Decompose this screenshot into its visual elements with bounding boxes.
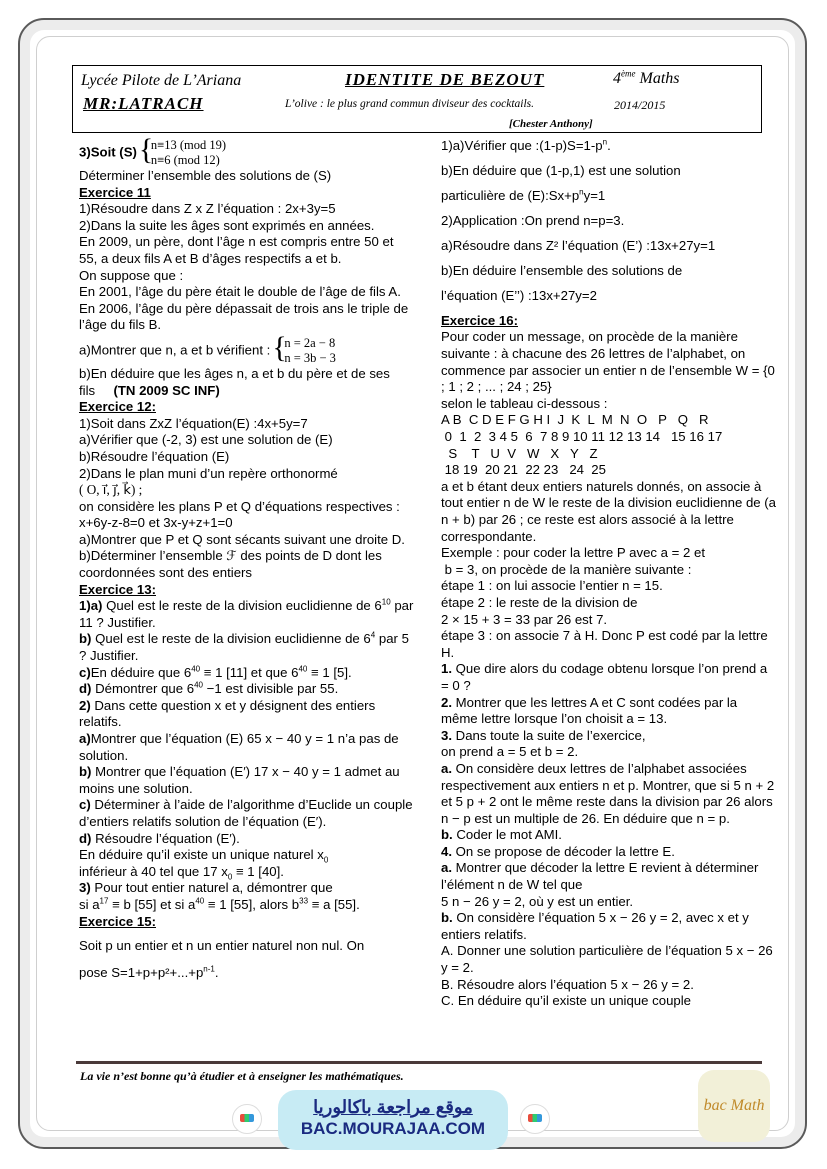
teacher-name: MR:LATRACH <box>83 94 204 113</box>
ex12-line: 1)Soit dans ZxZ l’équation(E) :4x+5y=7 <box>79 415 308 431</box>
ex16-qB: B. Résoudre alors l’équation 5 x − 26 y = 2. <box>441 976 694 992</box>
site-logo-icon <box>520 1104 550 1134</box>
ex16-line: étape 2 : le reste de la division de <box>441 594 638 610</box>
footer-divider <box>76 1061 762 1064</box>
ex12-line: b)Déterminer l’ensemble ℱ des points de D dont les coordonnées sont des entiers <box>79 548 382 581</box>
ex11-line: On suppose que : <box>79 267 184 283</box>
exercise-11-title: Exercice 11 <box>79 184 151 200</box>
ex16-q4a-line2: 5 n − 26 y = 2, où y est un entier. <box>441 893 634 909</box>
quote-author: [Chester Anthony] <box>509 118 593 130</box>
ex13-1d: d) Démontrer que $6^{40} -1$ est divisible par 55. <box>79 680 339 697</box>
ex16-line: étape 1 : on lui associe l’entier n = 15. <box>441 578 663 594</box>
ex16-q3a: a. On considère deux lettres de l’alphabet associées respectivement aux entiers n et p. Montrer, que si 5 n + 2 et 5 p + 2 ont le même reste dans la division par 26 alors n − p est un multiple de 26. En déduire que n = p. <box>441 760 775 826</box>
ex15-line2: pose $S=1+p+p^2+...+p^{n-1}$. <box>79 964 219 980</box>
ex10-q3: 3)Soit (S) { n≡13 (mod 19) n≡6 (mod 12) <box>79 138 415 168</box>
alphabet-numbers-row: 18 19 20 21 22 23 24 25 <box>441 462 606 478</box>
ex13-2: 2) Dans cette question x et y désignent des entiers relatifs. <box>79 697 376 730</box>
footer-motto: La vie n’est bonne qu’à étudier et à enseigner les mathématiques. <box>80 1069 404 1083</box>
exercise-16-title: Exercice 16: <box>441 312 518 328</box>
site-banner[interactable] <box>278 1090 508 1150</box>
ex16-line: 2 × 15 + 3 = 33 par 26 est 7. <box>441 611 608 627</box>
ex15-2b-line2: l’équation (E’’) :13x+27y=2 <box>441 287 597 303</box>
ex11-a: a)Montrer que n, a et b vérifient : { n = 2a − 8 n = 3b − 3 <box>79 336 415 366</box>
document-title: IDENTITE DE BEZOUT <box>345 70 545 89</box>
ex12-line: 2)Dans le plan muni d’un repère orthonormé <box>79 465 338 481</box>
ex16-q1: 1. Que dire alors du codage obtenu lorsque l’on prend a = 0 ? <box>441 661 768 693</box>
site-logo-icon <box>232 1104 262 1134</box>
ex13-2d-line2: En déduire qu’il existe un unique naturel $x_0$ <box>79 847 329 865</box>
ex12-line: b)Résoudre l’équation (E) <box>79 448 230 464</box>
ex16-line: selon le tableau ci-dessous : <box>441 395 608 411</box>
ex13-2a: a)Montrer que l’équation (E) 65 x − 40 y = 1 n’a pas de solution. <box>79 731 399 763</box>
ex13-3-line2: si $a^{17} \equiv b$ [55] et si $a^{40} \equiv 1$ [55], alors $b^{33} \equiv a$ [55]. <box>79 896 360 912</box>
class-level: 4ème Maths <box>613 68 680 87</box>
ex15-line: Soit p un entier et n un entier naturel non nul. On <box>79 938 365 954</box>
ex11-line: En 2001, l’âge du père était le double de l’âge de fils A. <box>79 284 401 300</box>
ex16-line: Pour coder un message, on procède de la manière suivante : à chacune des 26 lettres de l’alphabet, on commence par associer un entier n de l’ensemble W = {0 ; 1 ; 2 ; ... ; 24 ; 25} <box>441 329 775 395</box>
system-ages: { n = 2a − 8 n = 3b − 3 <box>272 336 336 366</box>
ex16-q2: 2. Montrer que les lettres A et C sont codées par la même lettre lorsque l’on choisit a = 13. <box>441 694 738 727</box>
ex12-line: a)Vérifier que (-2, 3) est une solution de (E) <box>79 432 333 448</box>
ex15-2a: a)Résoudre dans Z² l’équation (E’) :13x+27y=1 <box>441 237 716 253</box>
banner-arabic-title: موقع مراجعة باكالوريا <box>313 1097 473 1117</box>
ex13-1b: b) Quel est le reste de la division euclidienne de $6^4$ par 5 ? Justifier. <box>79 631 409 664</box>
ex15-2: 2)Application :On prend n=p=3. <box>441 212 625 228</box>
ex13-2c: c) Déterminer à l’aide de l’algorithme d’Euclide un couple d’entiers relatifs solution de l’équation (E′). <box>79 797 413 829</box>
ex16-q3: 3. Dans toute la suite de l’exercice, <box>441 727 646 743</box>
ex15-2b: b)En déduire l’ensemble des solutions de <box>441 262 683 278</box>
ex15-1a: 1)a)Vérifier que $:(1-p)S=1-p^n$. <box>441 137 611 153</box>
right-column <box>441 138 776 1010</box>
document-header <box>72 65 762 133</box>
header-quote: L’olive : le plus grand commun diviseur des cocktails. <box>285 98 535 110</box>
ex13-3: 3) Pour tout entier naturel a, démontrer que <box>79 880 333 896</box>
ex13-2d: d) Résoudre l’équation (E′). <box>79 830 240 846</box>
ex13-1c: c)En déduire que $6^{40} \equiv 1$ [11] et que $6^{40} \equiv 1$ [5]. <box>79 664 352 680</box>
ex15-continued <box>441 138 776 305</box>
alphabet-letters-row: S T U V W X Y Z <box>441 445 598 461</box>
ex16-qC: C. En déduire qu’il existe un unique couple <box>441 993 691 1009</box>
ex13-1a: 1)a) Quel est le reste de la division euclidienne de $6^{10}$ par 11 ? Justifier. <box>79 597 414 630</box>
ex12-line: on considère les plans P et Q d’équations respectives : x+6y-z-8=0 et 3x-y+z+1=0 <box>79 498 400 531</box>
ex12-line: ( O, i⃗, j⃗, k⃗) ; <box>79 482 143 498</box>
ex16-q4b: b. On considère l’équation 5 x − 26 y = 2, avec x et y entiers relatifs. <box>441 910 749 942</box>
ex13-2d-line3: inférieur à 40 tel que 17 $x_0 \equiv 1$ [40]. <box>79 863 284 882</box>
ex11-b: b)En déduire que les âges n, a et b du père et de ses fils (TN 2009 SC INF) <box>79 365 390 398</box>
alphabet-numbers-row: 0 1 2 3 4 5 6 7 8 9 10 11 12 13 14 15 16 17 <box>441 429 723 445</box>
exercise-15-title: Exercice 15: <box>79 913 156 929</box>
ex16-q4a: a. Montrer que décoder la lettre E revient à déterminer l’élément n de W tel que <box>441 860 759 893</box>
ex11-line: En 2006, l’âge du père dépassait de trois ans le triple de l’âge du fils B. <box>79 300 409 333</box>
ex16-q3b: b. Coder le mot AMI. <box>441 827 562 843</box>
ex16-q4: 4. On se propose de décoder la lettre E. <box>441 843 675 859</box>
bac-math-badge: bac Math <box>698 1070 770 1142</box>
ex16-q3-line2: on prend a = 5 et b = 2. <box>441 744 579 760</box>
system-s: { n≡13 (mod 19) n≡6 (mod 12) <box>139 138 226 168</box>
ex16-line: b = 3, on procède de la manière suivante : <box>441 561 692 577</box>
ex10-q3-text: Déterminer l’ensemble des solutions de (S) <box>79 168 332 183</box>
ex16-qA: A. Donner une solution particulière de l’équation 5 x − 26 y = 2. <box>441 943 773 976</box>
ex11-line: En 2009, un père, dont l’âge n est compris entre 50 et 55, a deux fils A et B d’âges respectifs a et b. <box>79 234 394 266</box>
exercise-13-title: Exercice 13: <box>79 581 156 597</box>
exercise-12-title: Exercice 12: <box>79 399 156 415</box>
ex12-line: a)Montrer que P et Q sont sécants suivant une droite D. <box>79 531 405 547</box>
ex15-1b: b)En déduire que (1-p,1) est une solution <box>441 162 681 178</box>
ex11-line: 1)Résoudre dans Z x Z l’équation : 2x+3y=5 <box>79 201 336 217</box>
alphabet-letters-row: A B C D E F G H I J K L M N O P Q R <box>441 412 709 428</box>
banner-url[interactable]: BAC.MOURAJAA.COM <box>300 1119 486 1138</box>
ex13-2b: b) Montrer que l’équation (E′) 17 x − 40 y = 1 admet au moins une solution. <box>79 764 400 796</box>
ex15-1b-line2: particulière de $(E):Sx+p^ny=1$ <box>441 187 606 203</box>
left-column <box>79 138 415 981</box>
ex11-line: 2)Dans la suite les âges sont exprimés en années. <box>79 217 375 233</box>
ex16-line: a et b étant deux entiers naturels donnés, on associe à tout entier n de W le reste de la division euclidienne de (a n + b) par 26 ; ce reste est alors associé à la lettre correspondante. <box>441 478 777 544</box>
ex16-line: Exemple : pour coder la lettre P avec a = 2 et <box>441 545 706 561</box>
ex16-line: étape 3 : on associe 7 à H. Donc P est codé par la lettre H. <box>441 628 768 660</box>
school-name: Lycée Pilote de L’Ariana <box>81 72 242 89</box>
school-year: 2014/2015 <box>614 98 666 112</box>
